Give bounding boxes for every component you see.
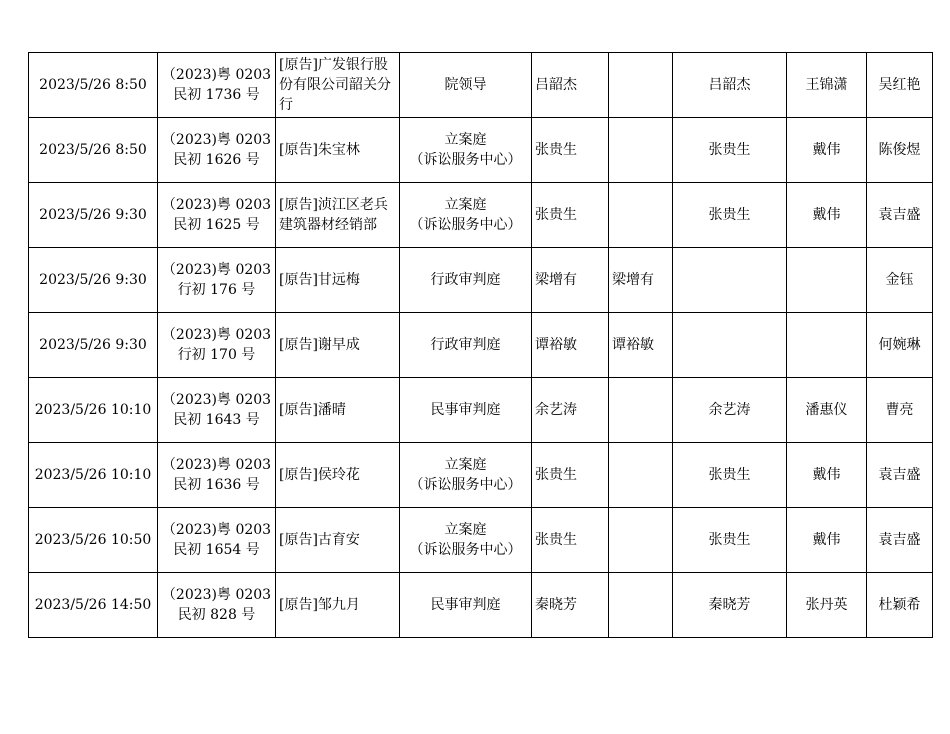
presiding-judge-cell: 梁增有 (609, 248, 673, 313)
table-row (29, 443, 933, 508)
clerk-cell: 袁吉盛 (867, 443, 933, 508)
judge-cell: 梁增有 (532, 248, 609, 313)
juror-cell: 张丹英 (787, 573, 867, 638)
clerk-cell: 袁吉盛 (867, 508, 933, 573)
table-row (29, 508, 933, 573)
hearing-time-cell: 2023/5/26 10:10 (29, 378, 158, 443)
undertaking-judge-cell: 张贵生 (673, 508, 787, 573)
clerk-cell: 陈俊煜 (867, 118, 933, 183)
party-cell: [原告]朱宝林 (276, 118, 400, 183)
undertaking-judge-cell: 张贵生 (673, 183, 787, 248)
case-number-cell: （2023)粤 0203 民初 828 号 (158, 573, 276, 638)
court-division-cell: 立案庭 （诉讼服务中心） (400, 443, 532, 508)
presiding-judge-cell (609, 378, 673, 443)
presiding-judge-cell (609, 443, 673, 508)
presiding-judge-cell (609, 118, 673, 183)
table-row (29, 53, 933, 118)
clerk-cell: 金钰 (867, 248, 933, 313)
table-row (29, 313, 933, 378)
court-division-cell: 行政审判庭 (400, 248, 532, 313)
party-cell: [原告]潘晴 (276, 378, 400, 443)
clerk-cell: 何婉琳 (867, 313, 933, 378)
court-division-cell: 立案庭 （诉讼服务中心） (400, 183, 532, 248)
court-division-cell: 行政审判庭 (400, 313, 532, 378)
undertaking-judge-cell (673, 313, 787, 378)
case-number-cell: （2023)粤 0203 民初 1643 号 (158, 378, 276, 443)
juror-cell: 戴伟 (787, 508, 867, 573)
table-row (29, 248, 933, 313)
party-cell: [原告]甘远梅 (276, 248, 400, 313)
court-division-cell: 立案庭 （诉讼服务中心） (400, 508, 532, 573)
table-row (29, 183, 933, 248)
case-number-cell: （2023)粤 0203 行初 176 号 (158, 248, 276, 313)
table-row (29, 573, 933, 638)
judge-cell: 张贵生 (532, 118, 609, 183)
case-number-cell: （2023)粤 0203 民初 1636 号 (158, 443, 276, 508)
presiding-judge-cell (609, 573, 673, 638)
court-division-cell: 立案庭 （诉讼服务中心） (400, 118, 532, 183)
party-cell: [原告]浈江区老兵建筑器材经销部 (276, 183, 400, 248)
case-number-cell: （2023)粤 0203 民初 1736 号 (158, 53, 276, 118)
court-division-cell: 民事审判庭 (400, 573, 532, 638)
presiding-judge-cell (609, 183, 673, 248)
presiding-judge-cell (609, 508, 673, 573)
case-number-cell: （2023)粤 0203 行初 170 号 (158, 313, 276, 378)
undertaking-judge-cell: 张贵生 (673, 118, 787, 183)
juror-cell (787, 248, 867, 313)
table-body (29, 53, 933, 638)
hearing-time-cell: 2023/5/26 9:30 (29, 183, 158, 248)
hearing-time-cell: 2023/5/26 10:10 (29, 443, 158, 508)
undertaking-judge-cell (673, 248, 787, 313)
undertaking-judge-cell: 余艺涛 (673, 378, 787, 443)
juror-cell: 潘惠仪 (787, 378, 867, 443)
party-cell: [原告]广发银行股份有限公司韶关分行 (276, 53, 400, 118)
clerk-cell: 吴红艳 (867, 53, 933, 118)
hearing-time-cell: 2023/5/26 9:30 (29, 248, 158, 313)
table-row (29, 378, 933, 443)
juror-cell: 戴伟 (787, 183, 867, 248)
judge-cell: 吕韶杰 (532, 53, 609, 118)
party-cell: [原告]古育安 (276, 508, 400, 573)
juror-cell: 王锦潇 (787, 53, 867, 118)
party-cell: [原告]侯玲花 (276, 443, 400, 508)
juror-cell: 戴伟 (787, 443, 867, 508)
court-division-cell: 民事审判庭 (400, 378, 532, 443)
clerk-cell: 袁吉盛 (867, 183, 933, 248)
judge-cell: 张贵生 (532, 183, 609, 248)
undertaking-judge-cell: 张贵生 (673, 443, 787, 508)
clerk-cell: 杜颖希 (867, 573, 933, 638)
judge-cell: 谭裕敏 (532, 313, 609, 378)
hearing-time-cell: 2023/5/26 14:50 (29, 573, 158, 638)
presiding-judge-cell: 谭裕敏 (609, 313, 673, 378)
case-number-cell: （2023)粤 0203 民初 1626 号 (158, 118, 276, 183)
hearing-schedule-table (28, 52, 933, 638)
party-cell: [原告]邹九月 (276, 573, 400, 638)
table-row (29, 118, 933, 183)
hearing-time-cell: 2023/5/26 8:50 (29, 118, 158, 183)
party-cell: [原告]谢早成 (276, 313, 400, 378)
clerk-cell: 曹亮 (867, 378, 933, 443)
court-division-cell: 院领导 (400, 53, 532, 118)
case-number-cell: （2023)粤 0203 民初 1654 号 (158, 508, 276, 573)
judge-cell: 张贵生 (532, 508, 609, 573)
judge-cell: 秦晓芳 (532, 573, 609, 638)
juror-cell: 戴伟 (787, 118, 867, 183)
hearing-time-cell: 2023/5/26 10:50 (29, 508, 158, 573)
hearing-time-cell: 2023/5/26 8:50 (29, 53, 158, 118)
judge-cell: 余艺涛 (532, 378, 609, 443)
judge-cell: 张贵生 (532, 443, 609, 508)
presiding-judge-cell (609, 53, 673, 118)
juror-cell (787, 313, 867, 378)
undertaking-judge-cell: 秦晓芳 (673, 573, 787, 638)
case-number-cell: （2023)粤 0203 民初 1625 号 (158, 183, 276, 248)
hearing-time-cell: 2023/5/26 9:30 (29, 313, 158, 378)
undertaking-judge-cell: 吕韶杰 (673, 53, 787, 118)
